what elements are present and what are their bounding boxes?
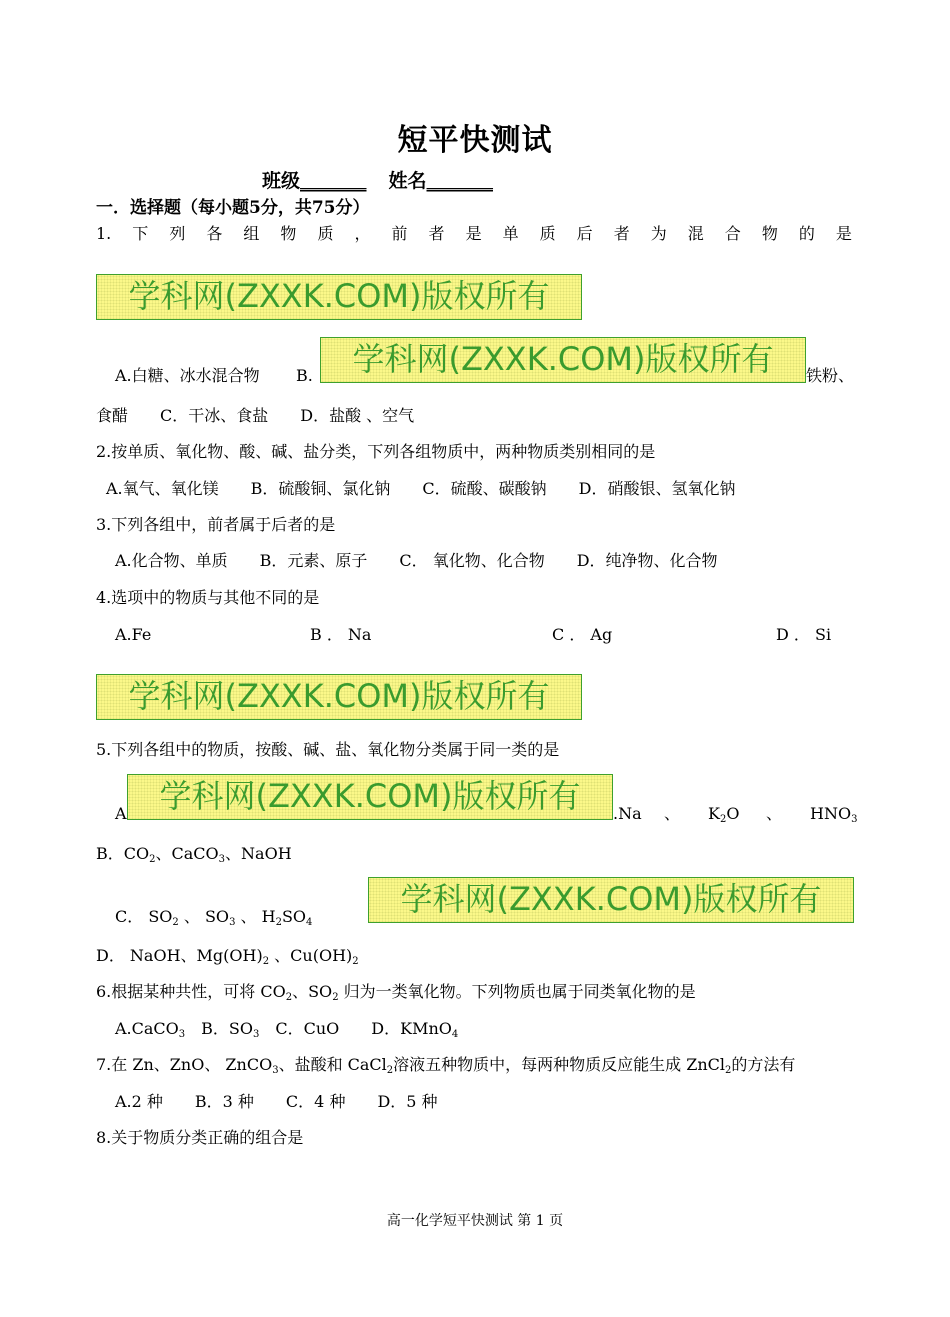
q1-option-b: B.	[296, 366, 313, 385]
q8-stem: 8.关于物质分类正确的组合是	[96, 1128, 304, 1147]
q1-option-b-end: 铁粉、	[806, 366, 855, 385]
q5-option-c: C． $SO_2$ 、 $SO_3$ 、 $H_2SO_4$	[115, 907, 313, 928]
q5-option-b: B．$CO_2$、CaCO$_3$、NaOH	[96, 844, 292, 865]
q4-option-b: B ． Na	[310, 625, 372, 644]
q4-stem: 4.选项中的物质与其他不同的是	[96, 588, 320, 607]
q4-option-c: C ． Ag	[552, 625, 613, 644]
q5-option-a-na: .Na	[613, 804, 642, 823]
section-title: 一．选择题（每小题5分，共75分）	[96, 198, 370, 218]
name-blank: _______	[426, 170, 494, 192]
q5-k2o: $K_2O$	[708, 804, 740, 825]
q1-option-a: A.白糖、冰水混合物	[115, 366, 260, 385]
name-label: 姓名	[388, 170, 427, 192]
student-info	[262, 172, 493, 191]
watermark-banner: 学科网(ZXXK.COM)版权所有	[96, 674, 582, 720]
q5-stem: 5.下列各组中的物质，按酸、碱、盐、氧化物分类属于同一类的是	[96, 740, 560, 759]
q3-stem: 3.下列各组中，前者属于后者的是	[96, 515, 336, 534]
q4-option-a: A.Fe	[115, 625, 152, 644]
page-footer: 高一化学短平快测试 第 1 页	[386, 1213, 564, 1229]
q1-stem: 1. 下 列 各 组 物 质 ， 前 者 是 单 质 后 者 为 混 合 物 的 是	[96, 224, 852, 243]
q5-option-d: D． NaOH、$Mg(OH)_2$ 、$Cu(OH)_2$	[96, 946, 359, 967]
watermark-banner: 学科网(ZXXK.COM)版权所有	[96, 274, 582, 320]
q1-options-cd: 食醋 C．干冰、食盐 D．盐酸 、空气	[96, 406, 415, 425]
q4-option-d: D ． Si	[776, 625, 832, 644]
q2-stem: 2.按单质、氧化物、酸、碱、盐分类，下列各组物质中，两种物质类别相同的是	[96, 442, 656, 461]
q2-options: A.氧气、氧化镁 B．硫酸铜、氯化钠 C．硫酸、碳酸钠 D．硝酸银、氢氧化钠	[106, 479, 736, 498]
q5-sep: 、	[664, 804, 681, 823]
q5-hno3: $HNO_3$	[810, 804, 858, 825]
page-title: 短平快测试	[397, 123, 553, 158]
class-label: 班级	[262, 170, 301, 192]
q5-option-a-letter: A	[115, 804, 127, 823]
q7-options: A.2 种 B．3 种 C．4 种 D．5 种	[115, 1092, 438, 1111]
watermark-banner: 学科网(ZXXK.COM)版权所有	[320, 337, 806, 383]
q6-stem: 6.根据某种共性，可将 $CO_2$、$SO_2$ 归为一类氧化物。下列物质也属于同类氧化物的是	[96, 982, 696, 1003]
q5-sep: 、	[766, 804, 783, 823]
q6-options: A.CaCO$_3$ B．$SO_3$ C．CuO D．KMnO$_4$	[115, 1019, 459, 1040]
q3-options: A.化合物、单质 B．元素、原子 C． 氧化物、化合物 D．纯净物、化合物	[115, 551, 718, 570]
q7-stem: 7.在 Zn、ZnO、 ZnCO$_3$、盐酸和 CaCl$_2$溶液五种物质中，每两种物质反应能生成 ZnCl$_2$的方法有	[96, 1055, 796, 1076]
watermark-banner: 学科网(ZXXK.COM)版权所有	[368, 877, 854, 923]
class-blank: _______	[300, 170, 367, 192]
watermark-banner: 学科网(ZXXK.COM)版权所有	[127, 774, 613, 820]
